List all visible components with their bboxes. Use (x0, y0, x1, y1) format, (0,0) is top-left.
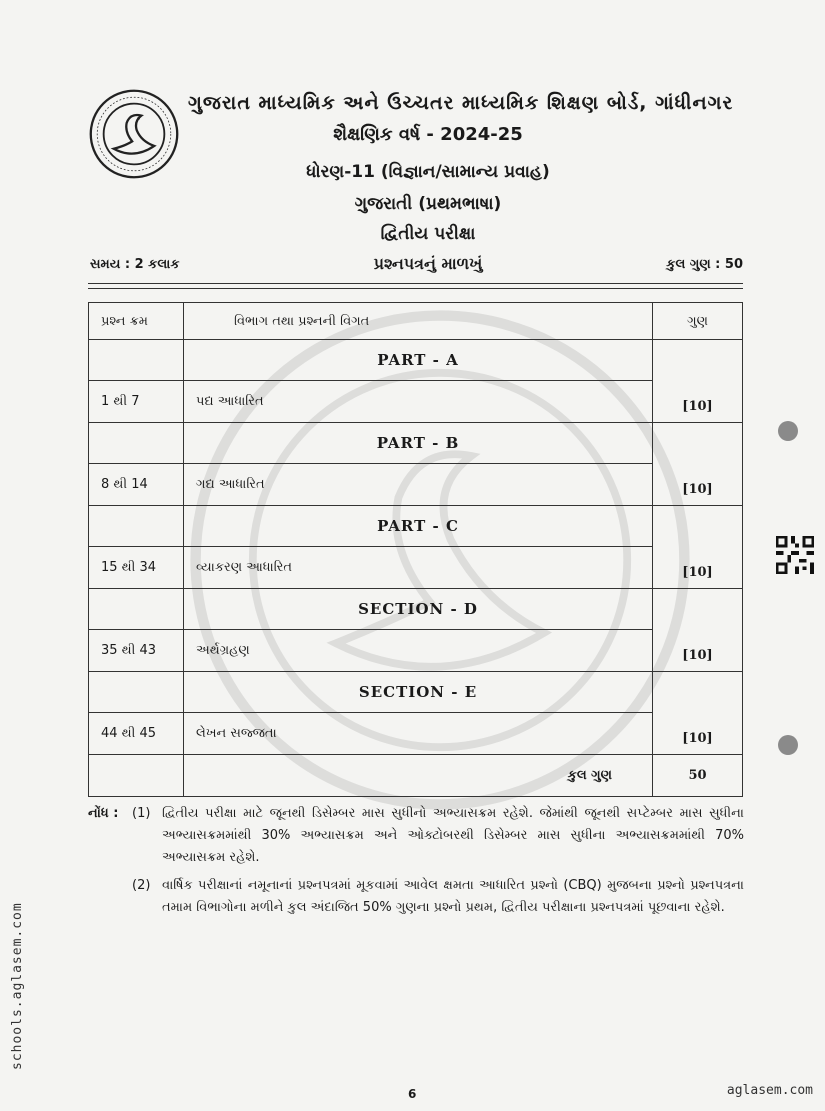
question-description: ગદ્ય આધારિત (184, 464, 653, 506)
punch-hole (778, 421, 798, 441)
qr-code (776, 536, 814, 574)
section-marks: [10] (653, 340, 743, 423)
note-item (132, 875, 744, 919)
notes-heading: નોંધ : (88, 806, 119, 821)
table-row (89, 713, 743, 755)
page-number: 6 (408, 1087, 417, 1101)
section-marks: [10] (653, 423, 743, 506)
section-marks: [10] (653, 506, 743, 589)
section-title: PART - A (184, 340, 653, 381)
note-number: (2) (132, 878, 151, 893)
question-range: 35 થી 43 (89, 630, 184, 672)
note-number: (1) (132, 806, 151, 821)
section-marks: [10] (653, 672, 743, 755)
board-logo (88, 88, 180, 180)
note-text: દ્વિતીય પરીક્ષા માટે જૂનથી ડિસેમ્બર માસ સુધીનો અભ્યાસક્રમ રહેશે. જેમાંથી જૂનથી સપ્ટેમ્બર માસ સુધીના અભ્યાસક્રમમાંથી 30% અભ્યાસક્રમ અને ઓક્ટોબરથી ડિસેમ્બર માસ સુધીના અભ્યાસક્રમમાંથી 70% અભ્યાસક્રમ રહેશે. (162, 806, 744, 865)
section-title: SECTION - E (184, 672, 653, 713)
table-header-row (89, 303, 743, 340)
section-title-row (89, 506, 743, 547)
header-rule-2 (88, 288, 743, 289)
total-row (89, 755, 743, 797)
section-title: PART - B (184, 423, 653, 464)
table-row (89, 464, 743, 506)
section-title-row (89, 423, 743, 464)
question-description: વ્યાકરણ આધારિત (184, 547, 653, 589)
table-row (89, 630, 743, 672)
question-description: અર્થગ્રહણ (184, 630, 653, 672)
blueprint-title: પ્રશ્નપત્રનું માળખું (373, 254, 483, 273)
question-range: 1 થી 7 (89, 381, 184, 423)
section-title-row (89, 672, 743, 713)
total-value: 50 (653, 755, 743, 797)
question-range: 15 થી 34 (89, 547, 184, 589)
note-item (132, 803, 744, 869)
question-description: પદ્ય આધારિત (184, 381, 653, 423)
section-marks: [10] (653, 589, 743, 672)
board-name: ગુજરાત માધ્યમિક અને ઉચ્ચતર માધ્યમિક શિક્ષણ બોર્ડ, ગાંધીનગર (188, 92, 734, 114)
note-text: વાર્ષિક પરીક્ષાનાં નમૂનાનાં પ્રશ્નપત્રમાં મૂકવામાં આવેલ ક્ષમતા આધારિત પ્રશ્નો (CBQ) મુજબના પ્રશ્નો પ્રશ્નપત્રના તમામ વિભાગોના મળીને કુલ અંદાજિત 50% ગુણના પ્રશ્નો પ્રથમ, દ્વિતીય પરીક્ષાના પ્રશ્નપત્રમાં પૂછવાના રહેશે. (162, 878, 744, 915)
subject-title: ગુજરાતી (પ્રથમભાષા) (354, 194, 502, 214)
academic-year: શૈક્ષણિક વર્ષ - 2024-25 (333, 124, 523, 145)
blueprint-table (88, 302, 743, 797)
section-title-row (89, 589, 743, 630)
side-watermark: schools.aglasem.com (10, 902, 25, 1070)
section-title-row (89, 340, 743, 381)
question-description: લેખન સજ્જતા (184, 713, 653, 755)
standard-title: ધોરણ-11 (વિજ્ઞાન/સામાન્ય પ્રવાહ) (306, 162, 550, 182)
corner-watermark: aglasem.com (726, 1083, 813, 1098)
question-range: 8 થી 14 (89, 464, 184, 506)
exam-title: દ્વિતીય પરીક્ષા (380, 224, 476, 244)
total-marks: કુલ ગુણ : 50 (666, 257, 743, 272)
section-title: SECTION - D (184, 589, 653, 630)
header-rule (88, 283, 743, 284)
section-title: PART - C (184, 506, 653, 547)
exam-time: સમય : 2 કલાક (90, 257, 180, 272)
table-row (89, 381, 743, 423)
question-range: 44 થી 45 (89, 713, 184, 755)
header-question-no: પ્રશ્ન ક્રમ (89, 303, 184, 340)
punch-hole (778, 735, 798, 755)
total-label: કુલ ગુણ (184, 755, 653, 797)
table-row (89, 547, 743, 589)
header-marks: ગુણ (653, 303, 743, 340)
header-description: વિભાગ તથા પ્રશ્નની વિગત (184, 303, 653, 340)
